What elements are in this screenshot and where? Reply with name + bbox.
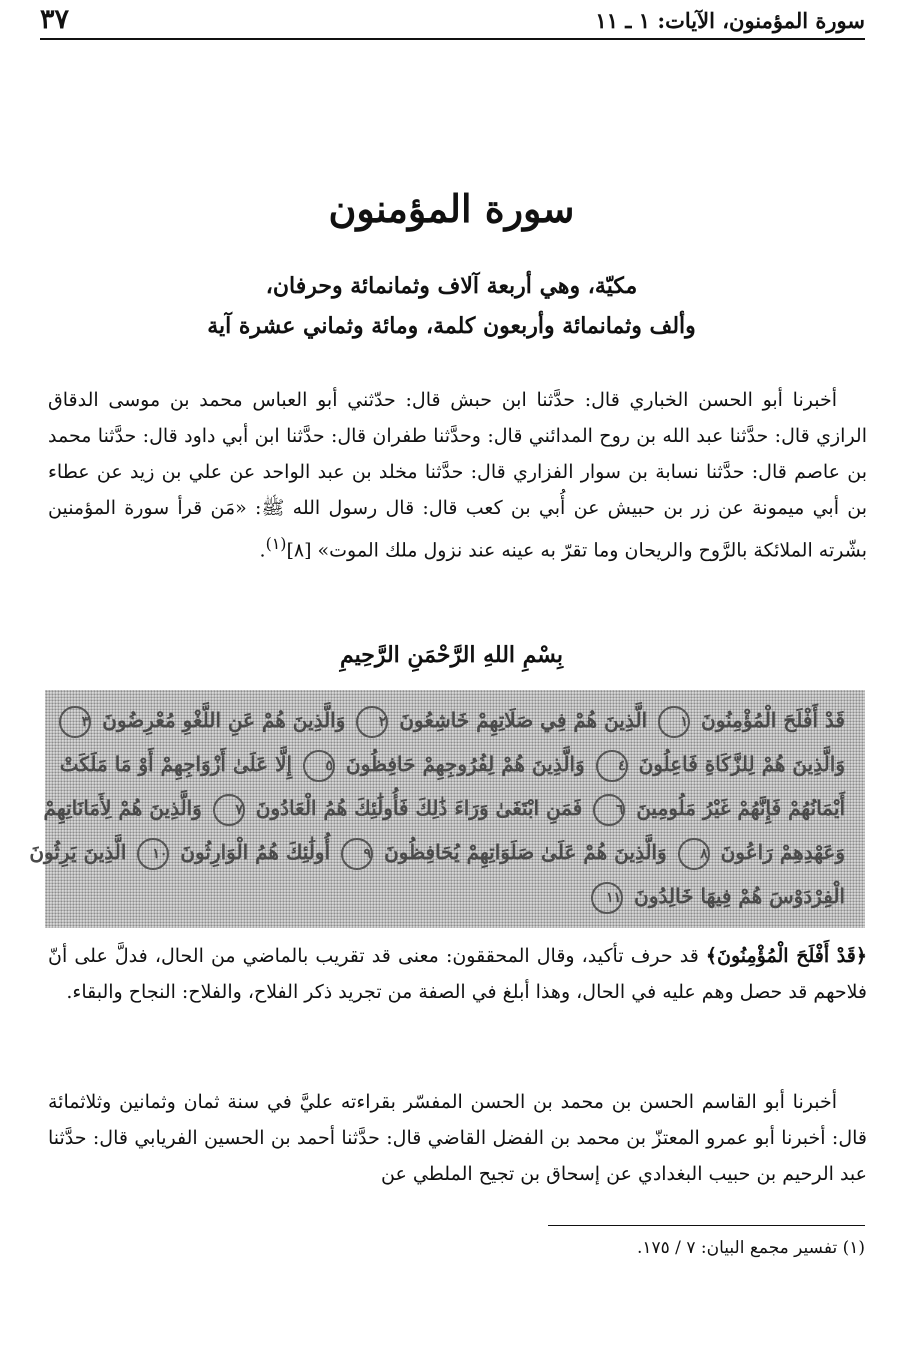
ayah-number-marker: ١٠ (137, 838, 169, 870)
basmala: بِسْمِ اللهِ الرَّحْمَنِ الرَّحِيمِ (339, 642, 564, 668)
surah-title: سورة المؤمنون (328, 186, 575, 231)
page-number: ٣٧ (40, 4, 70, 35)
commentary-paragraph (48, 938, 867, 1010)
verse-text: فَمَنِ ابْتَغَىٰ وَرَاءَ ذَٰلِكَ فَأُولَٰئِكَ هُمُ الْعَادُونَ (255, 796, 583, 820)
footnote-rule (548, 1225, 865, 1226)
ayah-number-marker: ٨ (678, 838, 710, 870)
intro-end: . (259, 539, 266, 562)
surah-info-line-2: وألف وثمانمائة وأربعون كلمة، ومائة وثماني عشرة آية (207, 313, 696, 339)
verses-box (29, 690, 865, 928)
verse-line (65, 698, 845, 742)
footnote-ref[interactable]: (١) (265, 534, 287, 553)
header-rule (40, 38, 865, 40)
verse-line (65, 874, 845, 918)
intro-paragraph (48, 382, 867, 568)
ayah-number-marker: ٦ (593, 794, 625, 826)
narration-paragraph: أخبرنا أبو القاسم الحسن بن محمد بن الحسن المفسّر بقراءته عليَّ في سنة ثمان وثمانين وثلاثمائة قال: أخبرنا أبو عمرو المعتزّ بن محمد بن الفضل القاضي قال: حدَّثنا أحمد بن الحسين الفريابي قال: حدَّثنا عبد الرحيم بن حبيب البغدادي عن إسحاق بن تجيح الملطي عن (48, 1091, 867, 1185)
verse-text: وَالَّذِينَ هُمْ لِلزَّكَاةِ فَاعِلُونَ (638, 752, 845, 776)
ayah-number-marker: ١١ (591, 882, 623, 914)
verse-text: وَالَّذِينَ هُمْ لِفُرُوجِهِمْ حَافِظُونَ (346, 752, 585, 776)
ayah-number-marker: ٤ (596, 750, 628, 782)
ayah-number-marker: ٢ (356, 706, 388, 738)
verse-text: وَعَهْدِهِمْ رَاعُونَ (720, 840, 845, 864)
verse-text: وَالَّذِينَ هُمْ عَنِ اللَّغْوِ مُعْرِضُونَ (102, 708, 346, 732)
verse-text: وَالَّذِينَ هُمْ عَلَىٰ صَلَوَاتِهِمْ يُحَافِظُونَ (384, 840, 667, 864)
running-header (40, 4, 865, 38)
verse-text: الَّذِينَ يَرِثُونَ (29, 840, 127, 864)
commentary-text: قد حرف تأكيد، وقال المحققون: معنى قد تقريب بالماضي من الحال، فدلَّ على أنّ فلاحهم قد حصل وهم عليه في الحال، وهذا أبلغ في الصفة من تجريد ذكر الفلاح، والفلاح: النجاح والبقاء. (48, 945, 867, 1003)
surah-info-line-1: مكيّة، وهي أربعة آلاف وثمانمائة وحرفان، (265, 273, 638, 299)
verse-text: إِلَّا عَلَىٰ أَزْوَاجِهِمْ أَوْ مَا مَلَكَتْ (59, 752, 293, 776)
verse-text: الْفِرْدَوْسَ هُمْ فِيهَا خَالِدُونَ (634, 884, 845, 908)
verse-text: الَّذِينَ هُمْ فِي صَلَاتِهِمْ خَاشِعُونَ (399, 708, 648, 732)
verse-text: أَيْمَانُهُمْ فَإِنَّهُمْ غَيْرُ مَلُومِينَ (636, 796, 845, 820)
verse-text: وَالَّذِينَ هُمْ لِأَمَانَاتِهِمْ (43, 796, 202, 820)
running-title: سورة المؤمنون، الآيات: ١ ـ ١١ (595, 8, 865, 33)
surah-info (0, 266, 903, 346)
verse-text: قَدْ أَفْلَحَ الْمُؤْمِنُونَ (701, 708, 845, 732)
ayah-number-marker: ٣ (59, 706, 91, 738)
ayah-number-marker: ٥ (303, 750, 335, 782)
ayah-number-marker: ٧ (213, 794, 245, 826)
verse-line (59, 742, 845, 786)
verse-line (43, 786, 845, 830)
intro-text: أخبرنا أبو الحسن الخباري قال: حدَّثنا ابن حبش قال: حدّثني أبو العباس محمد بن موسى الدقاق الرازي قال: حدَّثنا عبد الله بن روح المدائني قال: وحدَّثنا طفران قال: حدَّثنا ابن أبي داود قال: حدَّثنا محمد بن عاصم قال: حدَّثنا نسابة بن سوار الفزاري قال: حدَّثنا مخلد بن عبد الواحد عن علي بن زيد عن عطاء بن أبي ميمونة عن زر بن حبيش عن أُبي بن كعب قال: قال رسول الله ﷺ: «مَن قرأ سورة المؤمنين بشّرته الملائكة بالرَّوح والريحان وما تقرّ به عينه عند نزول ملك الموت» [٨] (48, 389, 867, 562)
footnote: (١) تفسير مجمع البيان: ٧ / ١٧٥. (636, 1238, 865, 1258)
verse-line (29, 830, 845, 874)
verse-text: أُولَٰئِكَ هُمُ الْوَارِثُونَ (180, 840, 331, 864)
ayah-number-marker: ٩ (341, 838, 373, 870)
verse-quote: ﴿قَدْ أَفْلَحَ الْمُؤْمِنُونَ﴾ (705, 945, 867, 967)
ayah-number-marker: ١ (658, 706, 690, 738)
